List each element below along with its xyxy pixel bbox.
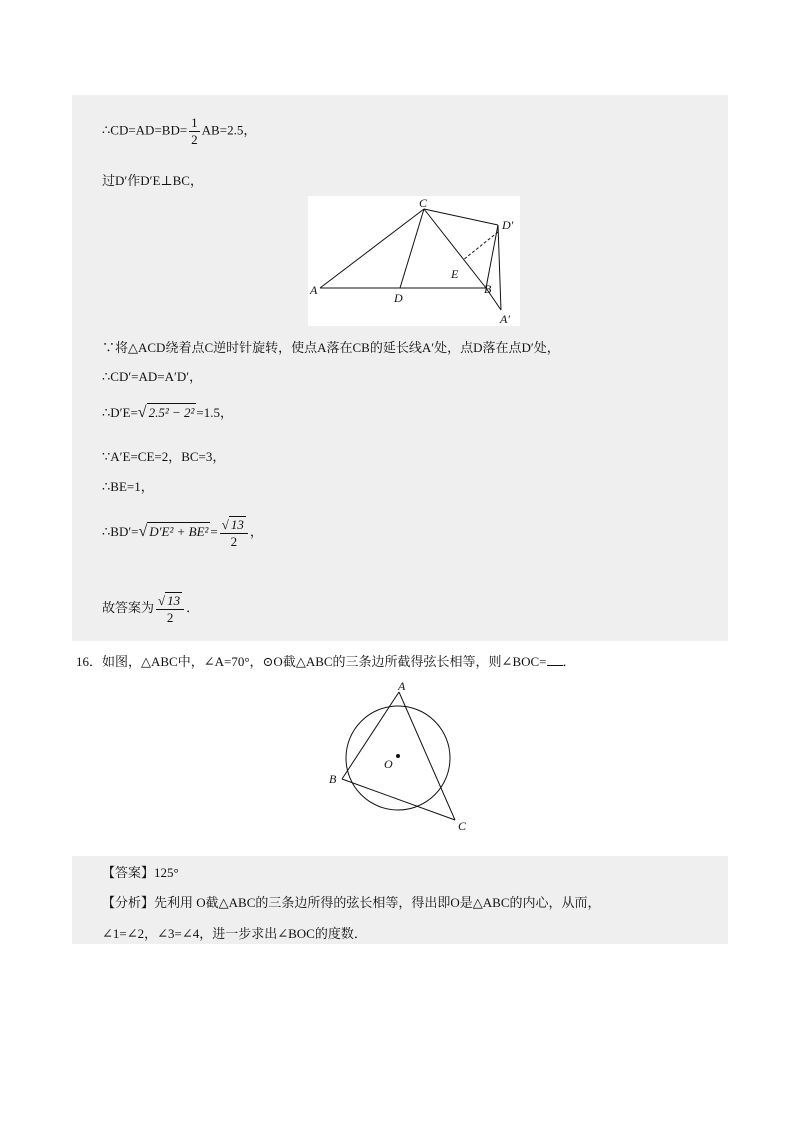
radicand: 13 [167, 593, 181, 608]
analysis-label: 【分析】 [102, 895, 155, 910]
label-b: B [329, 772, 337, 786]
text: ∴BD′= [102, 523, 139, 539]
segment-bd-prime [486, 225, 498, 288]
question-text: 16．如图，△ABC中，∠A=70°，⊙O截△ABC的三条边所截得弦长相等，则∠BOC= [76, 654, 547, 669]
label-o: O [384, 757, 393, 771]
solution-line-7: ∴BE=1， [102, 479, 154, 494]
text: ∴CD=AD=BD= [102, 122, 188, 138]
numerator: √ 13 [156, 592, 184, 610]
question-16 [76, 653, 576, 671]
text: ， [249, 523, 263, 539]
solution-line-4: ∴CD′=AD=A′D′， [102, 369, 203, 384]
answer-value: 125° [154, 865, 179, 880]
radicand: 2.5² − 2² [148, 405, 195, 420]
label-d: D [394, 291, 403, 305]
label-a: A [398, 679, 406, 693]
fraction-half [189, 115, 200, 148]
answer-blank [547, 653, 563, 666]
label-d-prime: D′ [502, 218, 514, 232]
answer-line [102, 864, 179, 882]
radicand: 13 [230, 517, 244, 532]
radical-sign: √ [138, 522, 148, 540]
fraction-root13-over-2 [220, 516, 248, 550]
text: 故答案为 [102, 599, 155, 615]
text: ． [186, 599, 200, 615]
solution-line-9 [102, 592, 199, 626]
side-bc [342, 779, 455, 820]
answer-label: 【答案】 [102, 865, 155, 880]
solution-line-8 [102, 516, 263, 550]
center-dot [396, 754, 400, 758]
label-b: B [484, 282, 492, 296]
denominator: 2 [230, 534, 238, 549]
label-e: E [451, 267, 459, 281]
segment-d-prime-a-prime [498, 225, 501, 310]
solution-line-2: 过D′作D′E⊥BC， [102, 173, 203, 188]
circle-triangle-figure [322, 676, 482, 836]
radicand: D′E² + BE² [149, 523, 209, 539]
label-c: C [458, 819, 467, 833]
analysis-line-1 [102, 894, 601, 912]
numerator: √ 13 [220, 516, 248, 534]
denominator: 2 [166, 610, 174, 625]
radical-sign: √ [137, 404, 147, 421]
denominator: 2 [191, 132, 198, 147]
label-a: A [310, 283, 318, 297]
solution-line-3: ∵将△ACD绕着点C逆时针旋转，使点A落在CB的延长线A′处，点D落在点D′处， [102, 340, 560, 355]
segment-cd [400, 209, 424, 288]
fraction-root13-over-2 [156, 592, 184, 626]
segment-ac [320, 209, 424, 288]
solution-line-6: ∵A′E=CE=2，BC=3， [102, 449, 226, 464]
text: ∴D′E= [102, 405, 138, 420]
solution-line-5 [102, 403, 233, 422]
segment-d-prime-e-dashed [463, 232, 498, 260]
label-c: C [419, 196, 428, 210]
analysis-text: 先利用 O截△ABC的三条边所得的弦长相等，得出即O是△ABC的内心，从而， [154, 895, 601, 910]
text: AB=2.5， [201, 122, 257, 138]
rotation-figure [308, 196, 520, 326]
text: =1.5， [196, 405, 233, 420]
solution-line-1 [102, 115, 256, 148]
label-a-prime: A′ [500, 312, 510, 326]
analysis-line-2: ∠1=∠2，∠3=∠4，进一步求出∠BOC的度数． [102, 926, 367, 941]
text: ． [562, 654, 576, 669]
text: = [210, 523, 218, 539]
numerator: 1 [191, 115, 198, 130]
